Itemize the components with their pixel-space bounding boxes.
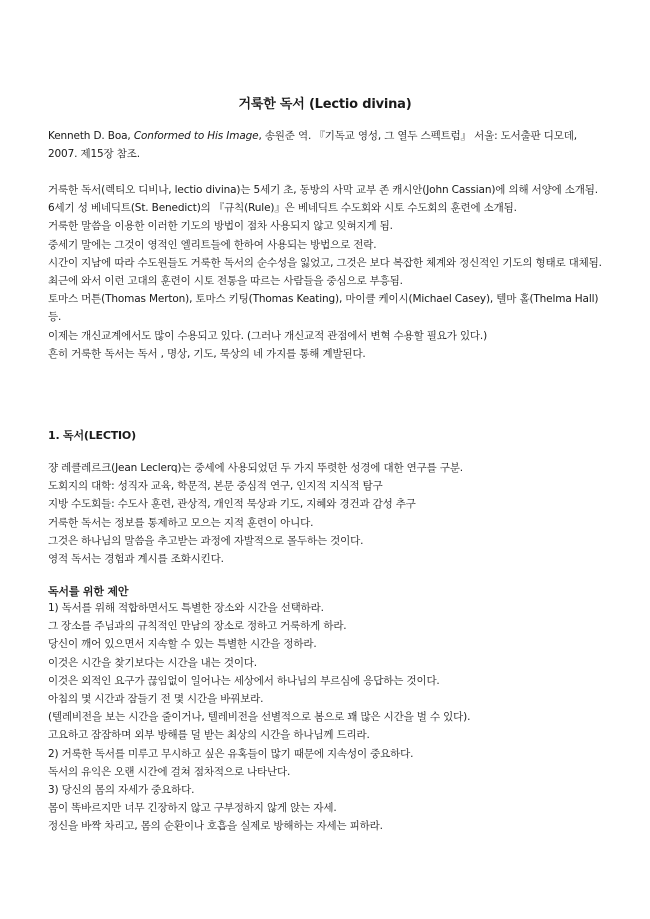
- suggestion-line: 그 장소를 주님과의 규칙적인 만남의 장소로 정하고 거룩하게 하라.: [48, 620, 347, 633]
- intro-line: 토마스 머튼(Thomas Merton), 토마스 키팅(Thomas Keating), 마이클 케이시(Michael Casey), 텔마 홀(Thelma Hall) 등.: [48, 293, 599, 324]
- reference-author: Kenneth D. Boa,: [48, 130, 134, 142]
- intro-line: 흔히 거룩한 독서는 독서 , 명상, 기도, 묵상의 네 가지를 통해 계발된다.: [48, 347, 366, 360]
- document-title: 거룩한 독서 (Lectio divina): [238, 97, 412, 112]
- intro-line: 이제는 개신교계에서도 많이 수용되고 있다. (그러나 개신교적 관점에서 변혁 수용할 필요가 있다.): [48, 329, 488, 342]
- section-line: 지방 수도회들: 수도사 훈련, 관상적, 개인적 묵상과 기도, 지혜와 경건과 감성 추구: [48, 498, 416, 511]
- intro-line: 거룩한 독서(렉티오 디비나, lectio divina)는 5세기 초, 동방의 사막 교부 존 캐시안(John Cassian)에 의해 서양에 소개됨.: [48, 184, 598, 196]
- reference-line: [48, 127, 608, 163]
- section-line: 거룩한 독서는 정보를 통제하고 모으는 지적 훈련이 아니다.: [48, 516, 314, 529]
- suggestions-body: [48, 599, 608, 836]
- intro-line: 시간이 지남에 따라 수도원들도 거룩한 독서의 순수성을 잃었고, 그것은 보다 복잡한 체계와 정신적인 기도의 형태로 대체됨.: [48, 256, 602, 269]
- suggestion-line: 1) 독서를 위해 적합하면서도 특별한 장소와 시간을 선택하라.: [48, 602, 324, 614]
- suggestion-line: 아침의 몇 시간과 잠들기 전 몇 시간을 바꿔보라.: [48, 693, 264, 706]
- suggestion-line: 이것은 외적인 요구가 끊임없이 일어나는 세상에서 하나님의 부르심에 응답하는 것이다.: [48, 674, 440, 687]
- suggestion-line: 고요하고 잠잠하며 외부 방해를 덜 받는 최상의 시간을 하나님께 드리라.: [48, 729, 370, 742]
- suggestion-line: (텔레비전을 보는 시간을 줄이거나, 텔레비전을 선별적으로 봄으로 꽤 많은 시간을 벌 수 있다).: [48, 711, 471, 724]
- suggestion-line: 독서의 유익은 오랜 시간에 걸쳐 점차적으로 나타난다.: [48, 765, 291, 778]
- section-heading-suggestions: 독서를 위한 제안: [48, 585, 129, 598]
- intro-line: 최근에 와서 이런 고대의 훈련이 시토 전통을 따르는 사람들을 중심으로 부흥됨.: [48, 275, 403, 288]
- section-line: 영적 독서는 경험과 계시를 조화시킨다.: [48, 553, 224, 566]
- intro-line: 6세기 성 베네딕트(St. Benedict)의 『규칙(Rule)』은 베네딕트 수도회와 시토 수도회의 훈련에 소개됨.: [48, 202, 517, 215]
- section-lectio-body: [48, 459, 608, 568]
- suggestion-line: 이것은 시간을 찾기보다는 시간을 내는 것이다.: [48, 656, 257, 669]
- suggestion-line: 3) 당신의 몸의 자세가 중요하다.: [48, 784, 195, 797]
- section-line: 도회지의 대학: 성직자 교육, 학문적, 본문 중심적 연구, 인지적 지식적 탐구: [48, 480, 383, 493]
- reference-publication: , 송원준 역. 『기독교 영성, 그 열두 스펙트럼』 서울: 도서출판 디모데, 2007. 제15장 참조.: [48, 130, 577, 161]
- reference-book-title: Conformed to His Image: [133, 130, 259, 142]
- intro-line: 거룩한 말씀을 이용한 이러한 기도의 방법이 점차 사용되지 않고 잊혀지게 됨.: [48, 220, 393, 233]
- section-heading-lectio: 1. 독서(LECTIO): [48, 429, 136, 442]
- suggestion-line: 정신을 바짝 차리고, 몸의 순환이나 호흡을 실제로 방해하는 자세는 피하라.: [48, 820, 383, 833]
- intro-line: 중세기 말에는 그것이 영적인 엘리트들에 한하여 사용되는 방법으로 전락.: [48, 238, 377, 251]
- suggestion-line: 당신이 깨어 있으면서 지속할 수 있는 특별한 시간을 정하라.: [48, 638, 317, 651]
- suggestion-line: 2) 거룩한 독서를 미루고 무시하고 싶은 유혹들이 많기 때문에 지속성이 중요하다.: [48, 747, 414, 760]
- suggestion-line: 몸이 똑바르지만 너무 긴장하지 않고 구부정하지 않게 앉는 자세.: [48, 802, 337, 815]
- intro-section: [48, 181, 608, 363]
- section-line: 쟝 레클레르크(Jean Leclerq)는 중세에 사용되었던 두 가지 뚜렷한 성경에 대한 연구를 구분.: [48, 462, 463, 474]
- section-line: 그것은 하나님의 말씀을 추고받는 과정에 자발적으로 몰두하는 것이다.: [48, 534, 364, 547]
- reference-citation: [48, 127, 608, 163]
